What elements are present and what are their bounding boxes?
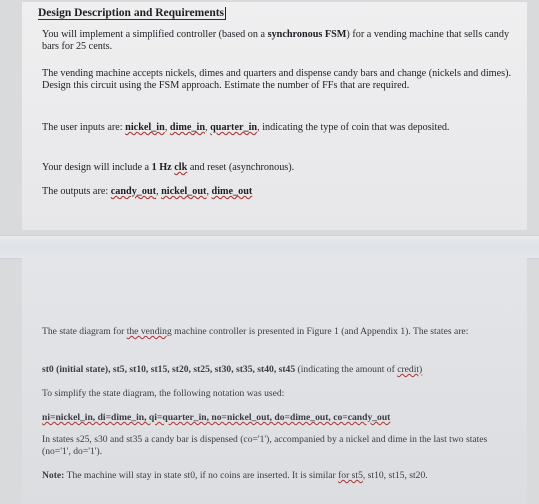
output-candy-out: candy_out (110, 186, 157, 197)
input-quarter-in: quarter_in (210, 122, 258, 133)
state-diagram-section (22, 258, 527, 504)
paragraph-coins: The vending machine accepts nickels, dimes and quarters and dispense candy bars and change (nickels and dimes). Design this circuit using the FSM approach. Estimate the number of FFs that are required. (42, 68, 512, 92)
paragraph-notation: To simplify the state diagram, the following notation was used: (42, 388, 285, 399)
output-dime-out: dime_out (211, 186, 253, 197)
section-heading: Design Description and Requirements (38, 7, 225, 19)
page-divider (0, 235, 539, 259)
text-cursor (224, 7, 226, 19)
paragraph-state-diagram: The state diagram for the vending machine controller is presented in Figure 1 (and Appendix 1). The states are: (42, 326, 469, 337)
paragraph-overview: You will implement a simplified controller (based on a synchronous FSM) for a vending machine that sells candy bars for 25 cents. (42, 29, 510, 53)
output-nickel-out: nickel_out (161, 186, 207, 197)
paragraph-outputs: The outputs are: candy_out, nickel_out, dime_out (42, 186, 253, 197)
paragraph-inputs: The user inputs are: nickel_in, dime_in, quarter_in, indicating the type of coin that was deposited. (42, 122, 450, 133)
paragraph-dispense: In states s25, s30 and st35 a candy bar is dispensed (co='1'), accompanied by a nickel and dime in the last two states (no='1', do='1'). (42, 434, 488, 457)
notation-definitions: ni=nickel_in, di=dime_in, qi=quarter_in, no=nickel_out, do=dime_out, co=candy_out (42, 412, 391, 423)
input-dime-in: dime_in (169, 122, 206, 133)
input-nickel-in: nickel_in (125, 122, 165, 133)
paragraph-states: st0 (initial state), st5, st10, st15, st20, st25, st30, st35, st40, st45 (indicating the amount of credit) (42, 364, 423, 375)
paragraph-note: Note: The machine will stay in state st0, if no coins are inserted. It is similar for st5, st10, st15, st20. (42, 470, 428, 481)
paragraph-clock: Your design will include a 1 Hz clk and reset (asynchronous). (42, 162, 295, 173)
